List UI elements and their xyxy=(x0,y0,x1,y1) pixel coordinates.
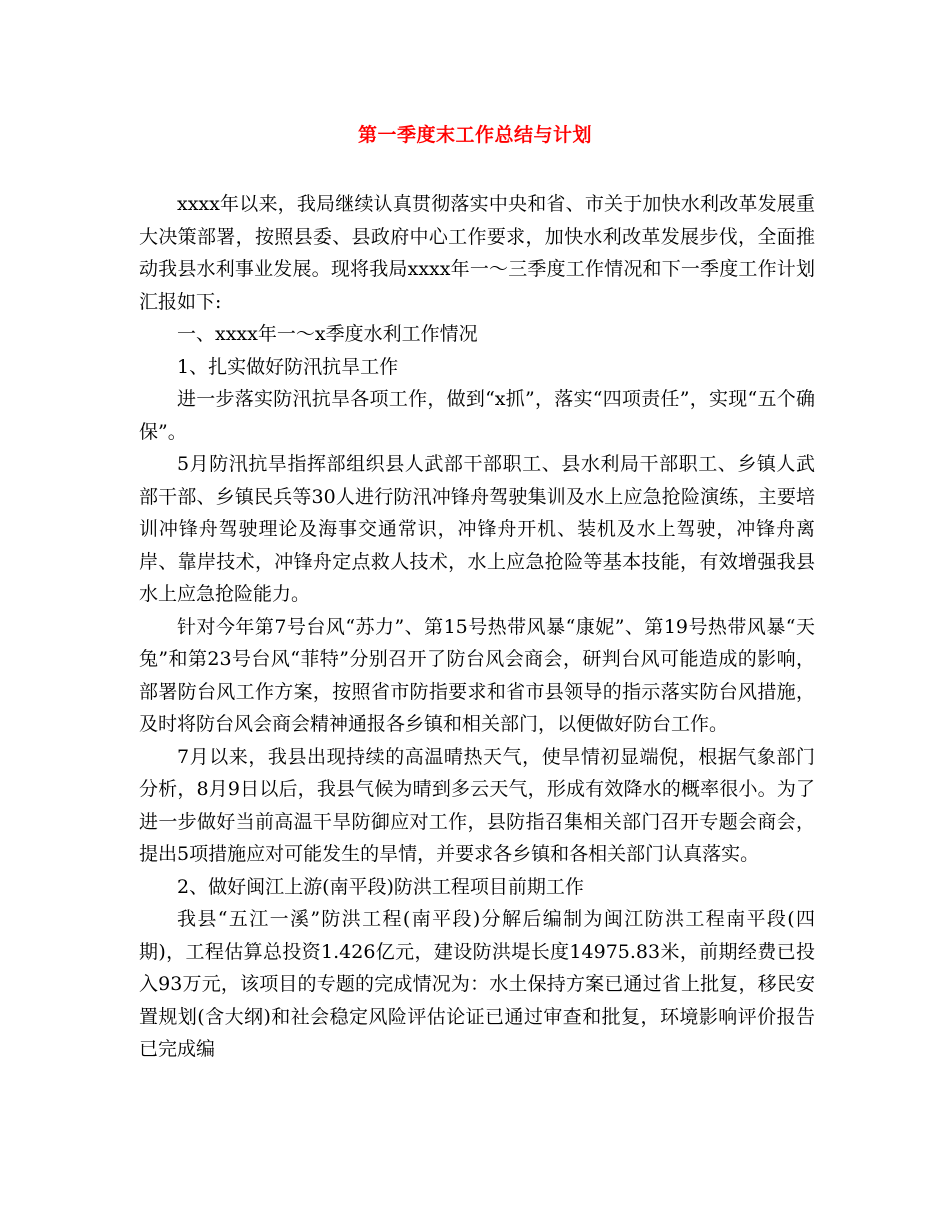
section-heading-1: 一、xxxx年一～x季度水利工作情况 xyxy=(177,323,478,345)
document-title: 第一季度末工作总结与计划 xyxy=(357,124,592,146)
paragraph-drought-response: 7月以来，我县出现持续的高温晴热天气，使旱情初显端倪，根据气象部门分析，8月9日以后，我县气候为晴到多云天气，形成有效降水的概率很小。为了进一步做好当前高温干旱防御应对工作，县防指召集相关部门召开专题会商会，提出5项措施应对可能发生的旱情，并要求各乡镇和各相关部门认真落实。 xyxy=(139,745,815,865)
paragraph-typhoon-response: 针对今年第7号台风“苏力”、第15号热带风暴“康妮”、第19号热带风暴“天兔”和第23号台风“菲特”分别召开了防台风会商会，研判台风可能造成的影响，部署防台风工作方案，按照省市防指要求和省市县领导的指示落实防台风措施，及时将防台风会商会精神通报各乡镇和相关部门，以便做好防台工作。 xyxy=(139,615,815,735)
subsection-heading-1: 1、扎实做好防汛抗旱工作 xyxy=(177,355,399,378)
subsection-heading-2: 2、做好闽江上游(南平段)防洪工程项目前期工作 xyxy=(177,875,584,898)
paragraph-flood-project: 我县“五江一溪”防洪工程(南平段)分解后编制为闽江防洪工程南平段(四期)，工程估算总投资1.426亿元，建设防洪堤长度14975.83米，前期经费已投入93万元，该项目的专题的完成情况为：水土保持方案已通过省上批复，移民安置规划(含大纲)和社会稳定风险评估论证已通过审查和批复，环境影响评价报告已完成编 xyxy=(139,908,815,1060)
paragraph-intro: xxxx年以来，我局继续认真贯彻落实中央和省、市关于加快水利改革发展重大决策部署，按照县委、县政府中心工作要求，加快水利改革发展步伐，全面推动我县水利事业发展。现将我局xxxx年一～三季度工作情况和下一季度工作计划汇报如下: xyxy=(139,193,815,313)
document-body xyxy=(139,188,815,1066)
paragraph-training-drill: 5月防汛抗旱指挥部组织县人武部干部职工、县水利局干部职工、乡镇人武部干部、乡镇民兵等30人进行防汛冲锋舟驾驶集训及水上应急抢险演练，主要培训冲锋舟驾驶理论及海事交通常识，冲锋舟开机、装机及水上驾驶，冲锋舟离岸、靠岸技术，冲锋舟定点救人技术，水上应急抢险等基本技能，有效增强我县水上应急抢险能力。 xyxy=(139,453,815,605)
paragraph-flood-control: 进一步落实防汛抗旱各项工作，做到“x抓”，落实“四项责任”，实现“五个确保”。 xyxy=(139,388,815,443)
